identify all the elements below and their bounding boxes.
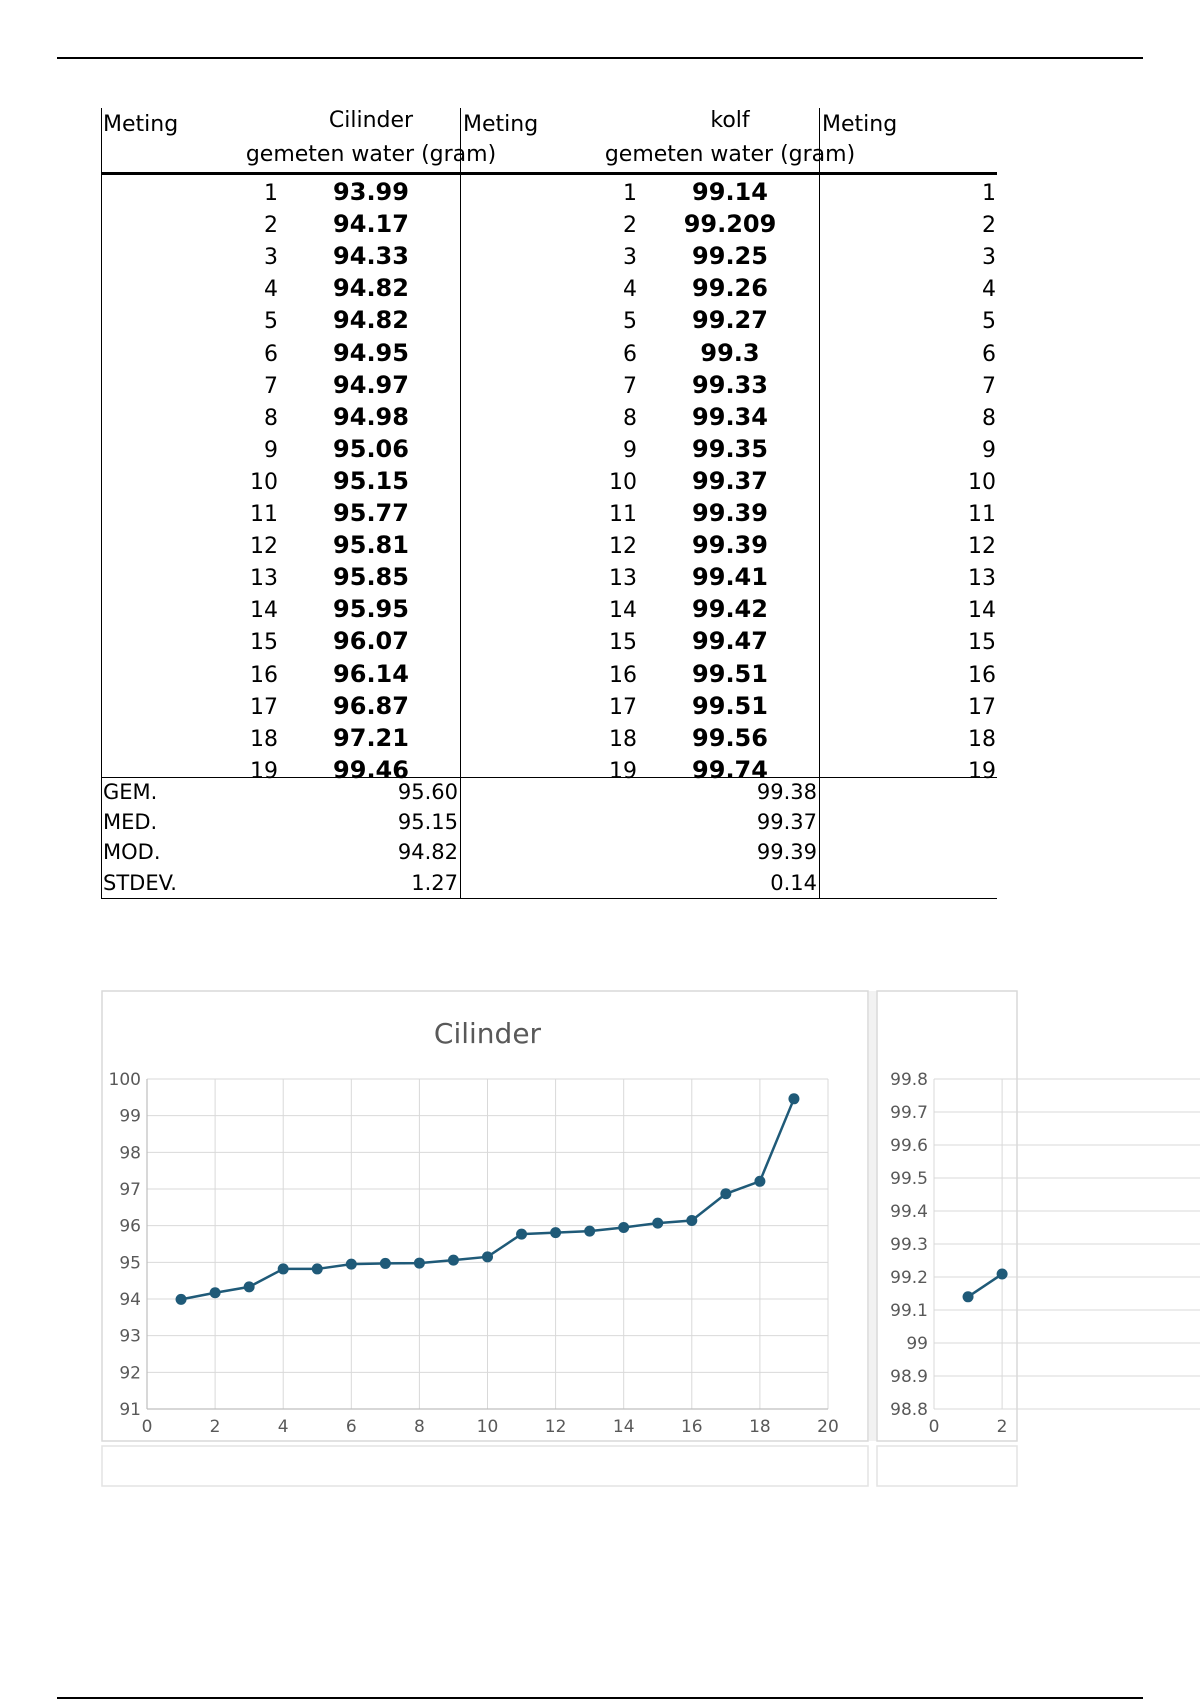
stat-label: MOD. [103,840,161,865]
cilinder-value: 94.95 [333,338,409,367]
y-tick-label: 99 [906,1334,928,1354]
row-index-kolf: 19 [609,758,637,784]
kolf-value: 99.74 [692,755,768,784]
cilinder-value: 95.15 [333,466,409,495]
row-index-cilinder: 13 [250,566,278,592]
cilinder-value: 94.17 [333,210,409,239]
kolf-value: 99.39 [692,499,768,527]
stat-label: STDEV. [103,870,177,895]
row-index-cilinder: 2 [264,213,278,239]
y-tick-label: 99.3 [890,1235,928,1255]
y-tick-label: 99.7 [890,1103,928,1123]
y-tick-label: 99.2 [890,1268,928,1288]
cilinder-value: 94.33 [333,242,409,271]
row-index-kolf: 11 [609,502,637,527]
cilinder-value: 95.81 [333,531,409,560]
measurement-table [101,108,997,908]
y-tick-label: 98.8 [890,1400,928,1420]
row-index-kolf: 5 [623,309,637,335]
kolf-value: 99.51 [692,691,768,720]
kolf-value: 99.39 [692,531,768,560]
data-point [788,1093,799,1104]
row-index-kolf: 15 [609,630,637,656]
row-index-third: 7 [982,373,996,399]
row-index-cilinder: 10 [250,469,278,495]
row-index-third: 17 [968,694,996,720]
cilinder-value: 95.06 [333,434,409,463]
row-index-cilinder: 6 [264,341,278,367]
cilinder-value: 95.95 [333,595,409,624]
data-point [482,1251,493,1262]
cilinder-value: 99.46 [333,755,409,784]
row-index-cilinder: 8 [264,405,278,431]
data-point [176,1294,187,1305]
x-tick-label: 10 [476,1417,499,1437]
bottom-rule [57,1697,1143,1699]
row-index-third: 8 [982,405,996,431]
data-point [550,1227,561,1238]
data-point [720,1188,731,1199]
cilinder-value: 95.85 [333,563,409,592]
kolf-value: 99.27 [692,306,768,335]
table-divider-1 [460,108,461,899]
x-tick-label: 6 [345,1417,357,1437]
chart-gap [869,991,877,1441]
data-point [584,1226,595,1237]
stat-label: MED. [103,810,158,835]
kolf-value: 99.25 [692,242,768,271]
cilinder-value: 94.82 [333,306,409,335]
row-index-third: 9 [982,437,996,463]
row-index-cilinder: 15 [250,630,278,656]
y-tick-label: 99.1 [890,1301,928,1321]
stats-rule [101,777,997,778]
cilinder-value: 97.21 [333,723,409,752]
row-index-third: 5 [982,309,996,335]
row-index-third: 18 [968,726,996,752]
row-index-kolf: 8 [623,405,637,431]
row-index-cilinder: 14 [250,598,278,624]
row-index-third: 16 [968,662,996,688]
kolf-value: 99.41 [692,563,768,592]
stat-cilinder: 94.82 [397,840,458,865]
row-index-third: 15 [968,630,996,656]
y-tick-label: 95 [119,1253,141,1274]
row-index-cilinder: 9 [264,437,278,463]
row-index-third: 19 [968,758,996,784]
y-tick-label: 91 [119,1400,141,1420]
stat-kolf: 99.37 [756,810,817,835]
row-index-third: 3 [982,245,996,271]
header-cilinder: Cilinder [328,108,414,133]
data-point [516,1229,527,1240]
y-tick-label: 94 [119,1290,141,1310]
row-index-cilinder: 7 [264,373,278,399]
row-index-cilinder: 1 [264,181,278,206]
row-index-kolf: 7 [623,373,637,399]
cilinder-value: 94.98 [333,402,409,431]
data-point [346,1259,357,1270]
chart-frame-cilinder [102,991,868,1441]
y-tick-label: 99 [119,1106,141,1127]
kolf-value: 99.47 [692,627,768,656]
row-index-third: 14 [968,598,996,624]
row-index-cilinder: 19 [250,758,278,784]
data-point [414,1258,425,1269]
x-tick-label: 16 [680,1417,703,1437]
header-unit-kolf: gemeten water (gram) [604,142,856,167]
y-tick-label: 98.9 [890,1367,928,1387]
data-point [686,1215,697,1226]
kolf-value: 99.34 [692,402,768,431]
x-tick-label: 14 [612,1417,635,1437]
data-point [448,1255,459,1266]
kolf-value: 99.14 [692,178,768,206]
table-divider-2 [819,108,820,899]
row-index-cilinder: 16 [250,662,278,688]
row-index-third: 4 [982,277,996,303]
row-index-kolf: 9 [623,437,637,463]
cilinder-value: 96.14 [333,659,409,688]
kolf-value: 99.33 [692,370,768,399]
charts-svg [101,990,1008,1480]
y-tick-label: 99.5 [890,1169,928,1189]
data-point [754,1176,765,1187]
chart-title: Cilinder [433,1017,542,1050]
row-index-cilinder: 17 [250,694,278,720]
y-tick-label: 99.8 [890,1070,928,1090]
row-index-third: 13 [968,566,996,592]
header-kolf: kolf [710,108,750,133]
header-rule [101,172,997,175]
x-tick-label: 0 [141,1417,153,1437]
y-tick-label: 99.4 [890,1202,928,1222]
table-left-border [101,108,102,899]
stat-kolf: 99.39 [756,840,817,865]
kolf-value: 99.35 [692,434,768,463]
row-index-kolf: 10 [609,469,637,495]
x-tick-label: 2 [996,1417,1008,1437]
x-tick-label: 18 [749,1417,771,1437]
kolf-value: 99.3 [700,338,760,367]
row-index-third: 1 [982,181,996,206]
cilinder-value: 94.82 [333,274,409,303]
data-point [278,1263,289,1274]
next-chart-frame-1 [102,1446,868,1486]
row-index-kolf: 17 [609,694,637,720]
stat-kolf: 0.14 [770,870,817,895]
next-chart-frame-2 [877,1446,1017,1486]
row-index-cilinder: 12 [250,534,278,560]
x-tick-label: 2 [209,1417,221,1437]
charts-area [101,990,1008,1480]
row-index-cilinder: 3 [264,245,278,271]
kolf-value: 99.26 [692,274,768,303]
y-tick-label: 99.6 [890,1136,928,1156]
y-tick-label: 93 [119,1326,141,1347]
row-index-cilinder: 4 [264,277,278,303]
x-tick-label: 4 [277,1417,289,1437]
y-tick-label: 97 [119,1180,141,1200]
cilinder-value: 96.87 [333,691,409,720]
row-index-kolf: 18 [609,726,637,752]
data-point [618,1222,629,1233]
top-rule [57,57,1143,59]
header-unit-cilinder: gemeten water (gram) [245,142,497,167]
row-index-kolf: 1 [623,181,637,206]
row-index-third: 12 [968,534,996,560]
stat-label: GEM. [103,780,158,804]
row-index-kolf: 3 [623,245,637,271]
row-index-third: 2 [982,213,996,239]
cilinder-value: 93.99 [333,178,409,206]
row-index-cilinder: 5 [264,309,278,335]
data-point [312,1263,323,1274]
y-tick-label: 100 [108,1070,141,1090]
row-index-cilinder: 18 [250,726,278,752]
cilinder-value: 96.07 [333,627,409,656]
row-index-third: 11 [968,502,996,527]
row-index-third: 10 [968,469,996,495]
x-tick-label: 20 [817,1417,839,1437]
stat-kolf: 99.38 [756,780,817,804]
x-tick-label: 12 [544,1417,567,1437]
stat-cilinder: 95.15 [397,810,458,835]
cilinder-value: 94.97 [333,370,409,399]
stat-cilinder: 95.60 [397,780,458,804]
row-index-kolf: 14 [609,598,637,624]
cilinder-value: 95.77 [333,499,409,527]
data-point [244,1281,255,1292]
row-index-kolf: 4 [623,277,637,303]
kolf-value: 99.56 [692,723,768,752]
data-point [210,1287,221,1298]
header-meting-3: Meting [822,112,898,137]
stat-cilinder: 1.27 [411,870,458,895]
y-tick-label: 96 [119,1216,141,1237]
table-bottom-rule [101,898,997,899]
x-tick-label: 0 [928,1417,940,1437]
row-index-cilinder: 11 [250,502,278,527]
data-point [997,1269,1008,1280]
header-meting-2: Meting [463,112,539,137]
data-point [380,1258,391,1269]
kolf-value: 99.209 [683,210,777,239]
kolf-value: 99.42 [692,595,768,624]
y-tick-label: 98 [119,1143,141,1164]
row-index-third: 6 [982,341,996,367]
row-index-kolf: 16 [609,662,637,688]
data-point [652,1218,663,1229]
x-tick-label: 8 [413,1417,425,1437]
row-index-kolf: 2 [623,213,637,239]
row-index-kolf: 12 [609,534,637,560]
row-index-kolf: 6 [623,341,637,367]
kolf-value: 99.37 [692,466,768,495]
kolf-value: 99.51 [692,659,768,688]
data-point [963,1291,974,1302]
row-index-kolf: 13 [609,566,637,592]
y-tick-label: 92 [119,1363,141,1384]
header-meting-1: Meting [103,112,179,137]
